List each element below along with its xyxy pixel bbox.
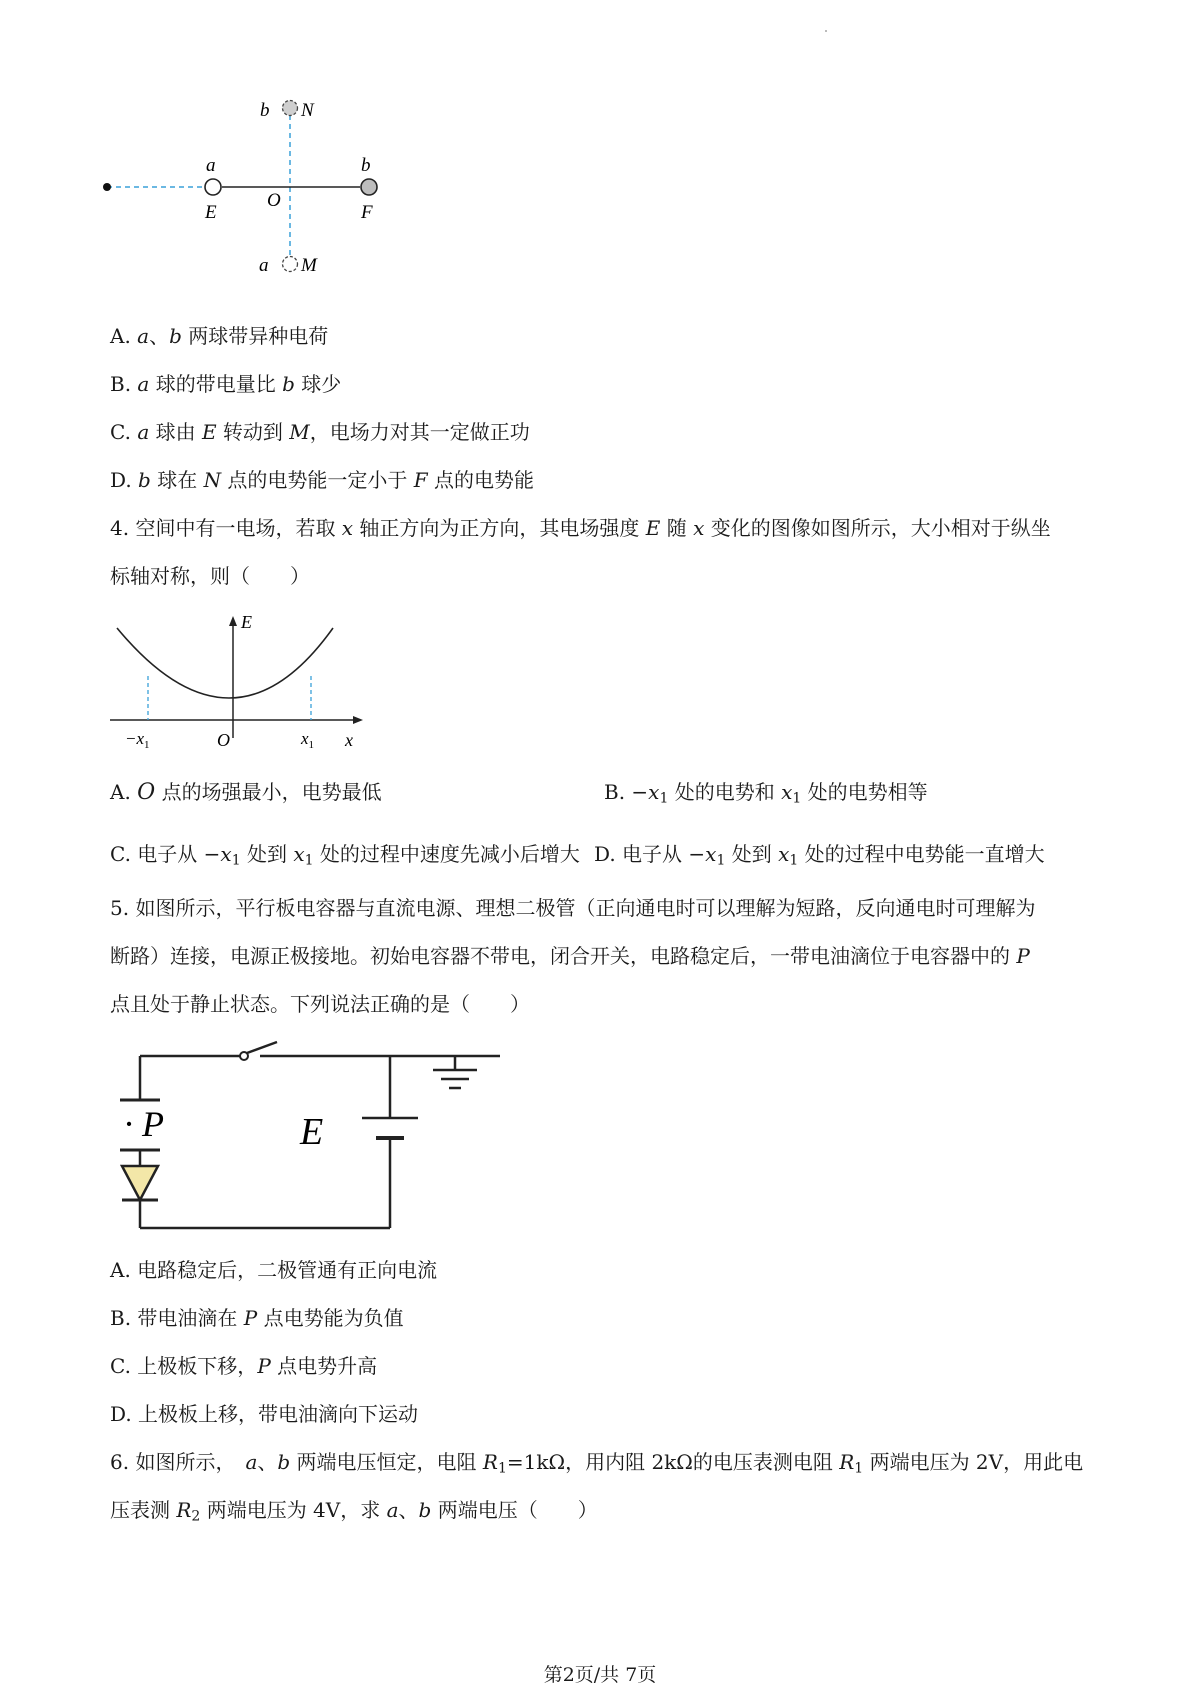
- q5-stem-line3: 点且处于静止状态。下列说法正确的是（ ）: [110, 992, 530, 1016]
- q6-stem-line1: 6. 如图所示， a、b 两端电压恒定，电阻 $R_1=1k\Omega$，用内阻 2kΩ的电压表测电阻 $R_1$ 两端电压为 2V，用此电: [110, 1450, 1084, 1477]
- q5-stem-line1: 5. 如图所示，平行板电容器与直流电源、理想二极管（正向通电时可以理解为短路，反向通电时可理解为: [110, 896, 1036, 920]
- q5-stem-line2: 断路）连接，电源正极接地。初始电容器不带电，闭合开关，电路稳定后，一带电油滴位于电容器中的 P: [110, 944, 1030, 968]
- label-a-bottom: a: [259, 255, 269, 276]
- switch-pivot: [240, 1052, 248, 1060]
- label-negx1: $-x_1$: [125, 729, 150, 748]
- page-footer: 第2页/共 7页: [543, 1664, 657, 1686]
- ball-b: [361, 179, 377, 195]
- q5-option-A: A. 电路稳定后，二极管通有正向电流: [110, 1258, 438, 1282]
- label-b-top: b: [260, 100, 270, 121]
- scan-speck: [825, 30, 827, 32]
- q5-option-C: C. 上极板下移，P 点电势升高: [110, 1354, 378, 1378]
- label-F: F: [361, 202, 373, 223]
- E-curve: [117, 628, 333, 698]
- q3-option-D: D. b 球在 N 点的电势能一定小于 F 点的电势能: [110, 468, 535, 492]
- q5-option-B: B. 带电油滴在 P 点电势能为负值: [110, 1306, 404, 1330]
- x-axis-arrow: [353, 716, 363, 724]
- q5-option-D: D. 上极板上移，带电油滴向下运动: [110, 1402, 419, 1426]
- q3-option-B: B. a 球的带电量比 b 球少: [110, 372, 342, 396]
- q3-option-A: A. a、b 两球带异种电荷: [110, 324, 329, 348]
- label-N: N: [301, 100, 314, 121]
- ball-b-at-N: [283, 101, 298, 116]
- figure-q5-circuit: [110, 1038, 510, 1238]
- q4-stem-line1: 4. 空间中有一电场，若取 x 轴正方向为正方向，其电场强度 E 随 x 变化的图像如图所示，大小相对于纵坐: [110, 516, 1051, 540]
- ball-a-at-M: [283, 257, 298, 272]
- q3-option-C: C. a 球由 E 转动到 M，电场力对其一定做正功: [110, 420, 530, 444]
- ball-a: [205, 179, 221, 195]
- y-axis-arrow: [229, 616, 237, 626]
- q4-stem-line2: 标轴对称，则（ ）: [110, 564, 310, 588]
- q4-option-B: B. $-x_1$ 处的电势和 $x_1$ 处的电势相等: [604, 780, 928, 807]
- left-dot: [103, 183, 111, 191]
- q4-option-A: A. O 点的场强最小，电势最低: [110, 780, 382, 805]
- label-P: · P: [124, 1104, 164, 1144]
- figure-q4-E-x-graph: [105, 608, 375, 748]
- figure-q3-rotating-dumbbell: [95, 95, 425, 295]
- diode-triangle: [122, 1166, 158, 1200]
- q4-option-C: C. 电子从 $-x_1$ 处到 $x_1$ 处的过程中速度先减小后增大: [110, 842, 580, 869]
- label-b-right: b: [361, 155, 371, 176]
- label-O: O: [217, 730, 230, 748]
- q4-option-D: D. 电子从 $-x_1$ 处到 $x_1$ 处的过程中电势能一直增大: [594, 842, 1045, 869]
- label-a-left: a: [206, 155, 216, 176]
- label-E: E: [205, 202, 217, 223]
- label-O: O: [267, 190, 281, 211]
- switch-arm: [247, 1042, 277, 1053]
- label-E: E: [241, 612, 252, 632]
- label-M: M: [301, 255, 317, 276]
- label-x: x: [345, 730, 353, 748]
- q6-stem-line2: 压表测 $R_2$ 两端电压为 4V，求 a、b 两端电压（ ）: [110, 1498, 598, 1525]
- label-E: E: [300, 1111, 324, 1153]
- label-x1: $x_1$: [301, 729, 315, 748]
